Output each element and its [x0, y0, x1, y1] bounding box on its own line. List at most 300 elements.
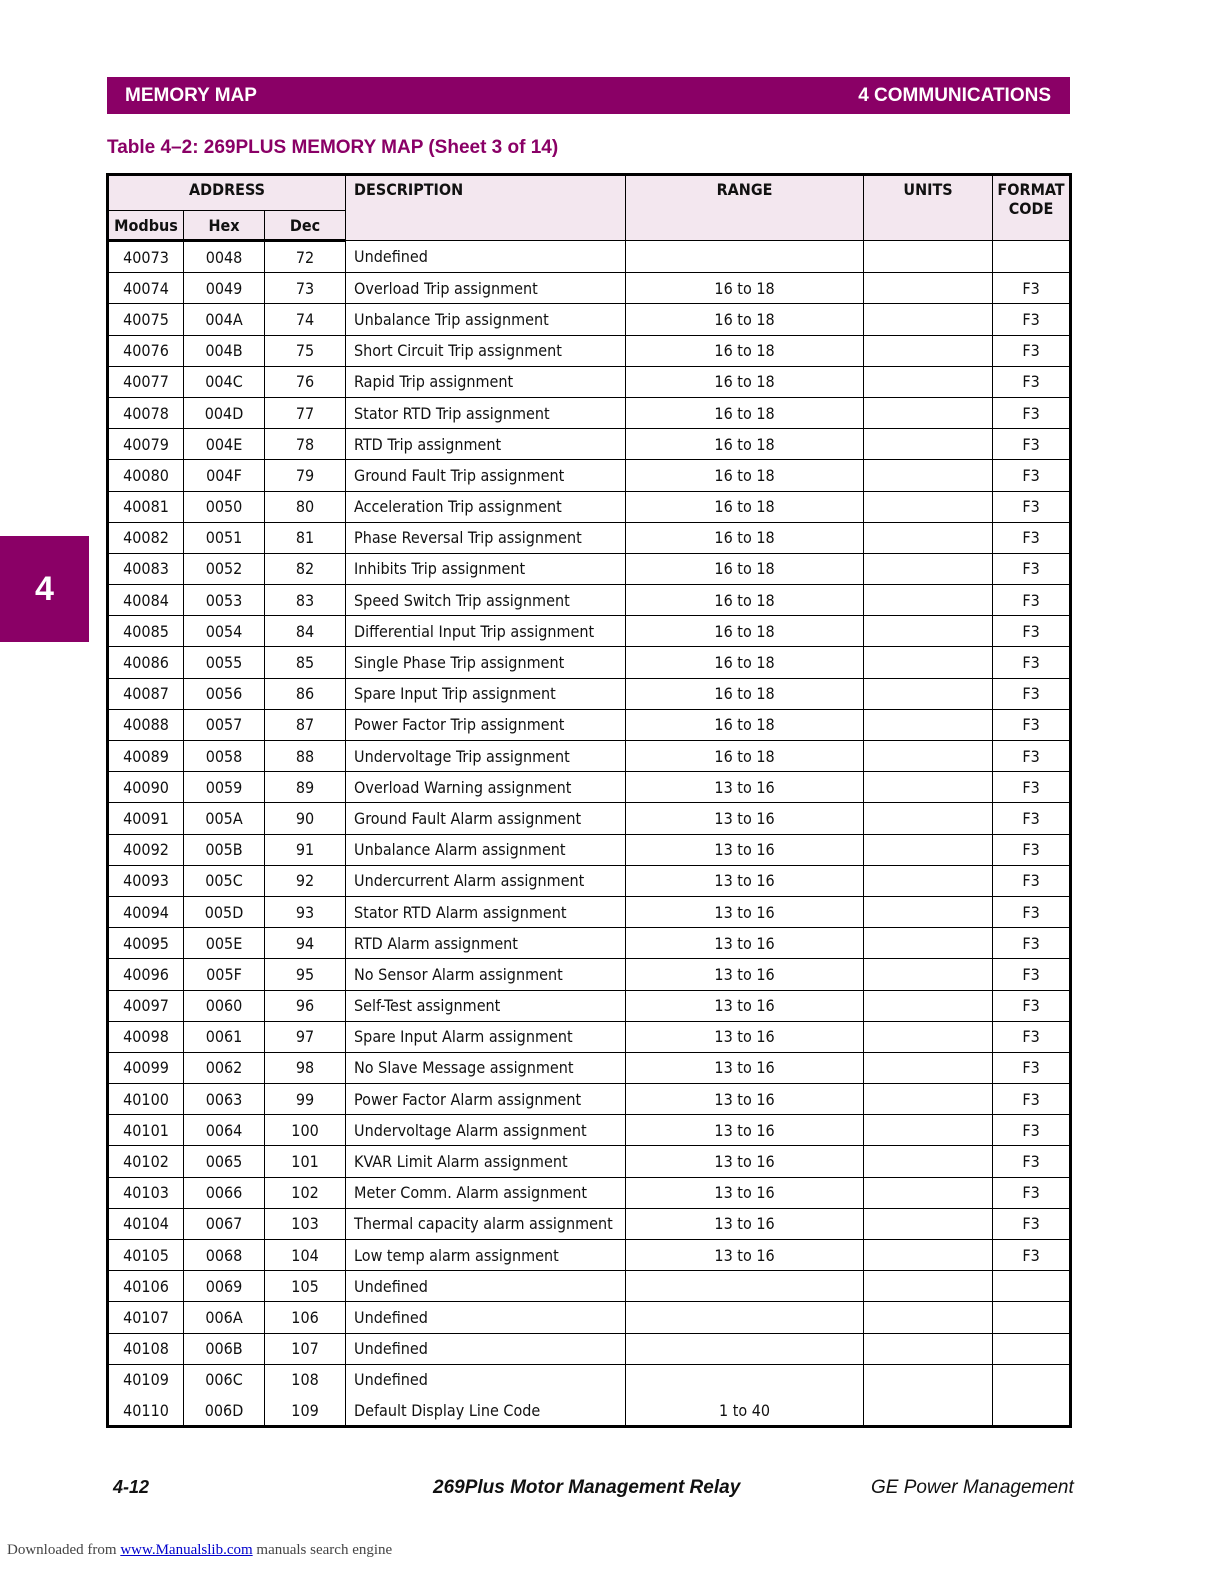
cell-units	[864, 1271, 993, 1302]
cell-modbus: 40086	[108, 647, 184, 678]
cell-dec: 91	[265, 834, 346, 865]
cell-description: No Sensor Alarm assignment	[346, 959, 626, 990]
cell-range: 16 to 18	[626, 616, 864, 647]
cell-range: 13 to 16	[626, 1146, 864, 1177]
cell-description: Undervoltage Trip assignment	[346, 741, 626, 772]
cell-format-code: F3	[993, 335, 1071, 366]
cell-dec: 77	[265, 397, 346, 428]
table-row	[108, 865, 1071, 896]
cell-description: Stator RTD Trip assignment	[346, 397, 626, 428]
cell-dec: 96	[265, 990, 346, 1021]
cell-format-code: F3	[993, 834, 1071, 865]
cell-dec: 72	[265, 241, 346, 273]
cell-modbus: 40074	[108, 273, 184, 304]
cell-format-code: F3	[993, 1208, 1071, 1239]
header-range: RANGE	[626, 175, 864, 241]
cell-units	[864, 1146, 993, 1177]
cell-format-code: F3	[993, 990, 1071, 1021]
cell-modbus: 40104	[108, 1208, 184, 1239]
cell-modbus: 40101	[108, 1115, 184, 1146]
table-row	[108, 1177, 1071, 1208]
cell-format-code: F3	[993, 896, 1071, 927]
cell-units	[864, 865, 993, 896]
footer-page-number: 4-12	[113, 1477, 150, 1497]
cell-modbus: 40094	[108, 896, 184, 927]
cell-modbus: 40096	[108, 959, 184, 990]
table-row	[108, 585, 1071, 616]
cell-hex: 0048	[184, 241, 265, 273]
cell-format-code: F3	[993, 678, 1071, 709]
cell-units	[864, 491, 993, 522]
cell-description: Spare Input Trip assignment	[346, 678, 626, 709]
cell-format-code: F3	[993, 1115, 1071, 1146]
cell-range: 13 to 16	[626, 1021, 864, 1052]
cell-format-code: F3	[993, 273, 1071, 304]
cell-modbus: 40098	[108, 1021, 184, 1052]
cell-range: 13 to 16	[626, 803, 864, 834]
cell-range	[626, 1364, 864, 1395]
cell-modbus: 40082	[108, 522, 184, 553]
cell-hex: 0058	[184, 741, 265, 772]
cell-modbus: 40092	[108, 834, 184, 865]
cell-units	[864, 803, 993, 834]
cell-dec: 109	[265, 1395, 346, 1427]
cell-dec: 93	[265, 896, 346, 927]
cell-format-code	[993, 1395, 1071, 1427]
table-row	[108, 1084, 1071, 1115]
cell-format-code	[993, 1364, 1071, 1395]
cell-hex: 0060	[184, 990, 265, 1021]
table-row	[108, 709, 1071, 740]
cell-units	[864, 397, 993, 428]
cell-description: Self-Test assignment	[346, 990, 626, 1021]
memory-map-rows	[108, 241, 1071, 1427]
header-section-title: MEMORY MAP	[125, 85, 257, 106]
header-format-code	[993, 175, 1071, 241]
cell-dec: 88	[265, 741, 346, 772]
cell-description: Speed Switch Trip assignment	[346, 585, 626, 616]
header-dec: Dec	[265, 211, 346, 241]
cell-description: Overload Warning assignment	[346, 772, 626, 803]
cell-dec: 99	[265, 1084, 346, 1115]
cell-range	[626, 1271, 864, 1302]
cell-hex: 006D	[184, 1395, 265, 1427]
cell-dec: 101	[265, 1146, 346, 1177]
table-row	[108, 273, 1071, 304]
cell-format-code: F3	[993, 429, 1071, 460]
cell-dec: 102	[265, 1177, 346, 1208]
cell-description: Power Factor Alarm assignment	[346, 1084, 626, 1115]
cell-range: 16 to 18	[626, 429, 864, 460]
table-row	[108, 429, 1071, 460]
table-row	[108, 522, 1071, 553]
cell-range: 13 to 16	[626, 1208, 864, 1239]
header-format-line2: CODE	[1008, 199, 1054, 218]
cell-modbus: 40110	[108, 1395, 184, 1427]
cell-dec: 105	[265, 1271, 346, 1302]
cell-modbus: 40087	[108, 678, 184, 709]
table-row	[108, 834, 1071, 865]
cell-units	[864, 553, 993, 584]
cell-hex: 0067	[184, 1208, 265, 1239]
cell-range: 13 to 16	[626, 1115, 864, 1146]
chapter-side-tab: 4	[0, 536, 89, 642]
footer-company: GE Power Management	[871, 1477, 1074, 1498]
cell-hex: 0062	[184, 1052, 265, 1083]
cell-modbus: 40081	[108, 491, 184, 522]
cell-units	[864, 678, 993, 709]
cell-units	[864, 241, 993, 273]
cell-description: Power Factor Trip assignment	[346, 709, 626, 740]
cell-range: 1 to 40	[626, 1395, 864, 1427]
cell-format-code: F3	[993, 616, 1071, 647]
header-modbus: Modbus	[108, 211, 184, 241]
cell-modbus: 40080	[108, 460, 184, 491]
cell-description: Ground Fault Alarm assignment	[346, 803, 626, 834]
table-row	[108, 803, 1071, 834]
table-row	[108, 1021, 1071, 1052]
header-format-line1: FORMAT	[997, 180, 1065, 199]
cell-format-code: F3	[993, 585, 1071, 616]
cell-dec: 75	[265, 335, 346, 366]
cell-units	[864, 834, 993, 865]
table-row	[108, 616, 1071, 647]
cell-description: No Slave Message assignment	[346, 1052, 626, 1083]
header-address: ADDRESS	[108, 175, 346, 211]
cell-hex: 004E	[184, 429, 265, 460]
cell-modbus: 40075	[108, 304, 184, 335]
cell-dec: 100	[265, 1115, 346, 1146]
header-units: UNITS	[864, 175, 993, 241]
cell-description: Undefined	[346, 1333, 626, 1364]
cell-description: Spare Input Alarm assignment	[346, 1021, 626, 1052]
cell-hex: 0064	[184, 1115, 265, 1146]
cell-units	[864, 1302, 993, 1333]
cell-units	[864, 1084, 993, 1115]
cell-dec: 103	[265, 1208, 346, 1239]
section-header-bar	[107, 77, 1070, 114]
cell-units	[864, 1021, 993, 1052]
cell-modbus: 40090	[108, 772, 184, 803]
cell-units	[864, 460, 993, 491]
cell-description: Undercurrent Alarm assignment	[346, 865, 626, 896]
cell-modbus: 40102	[108, 1146, 184, 1177]
cell-format-code: F3	[993, 959, 1071, 990]
cell-hex: 005C	[184, 865, 265, 896]
cell-modbus: 40099	[108, 1052, 184, 1083]
cell-units	[864, 928, 993, 959]
cell-modbus: 40103	[108, 1177, 184, 1208]
cell-modbus: 40079	[108, 429, 184, 460]
cell-description: Undervoltage Alarm assignment	[346, 1115, 626, 1146]
cell-dec: 106	[265, 1302, 346, 1333]
cell-range: 13 to 16	[626, 959, 864, 990]
cell-modbus: 40095	[108, 928, 184, 959]
cell-dec: 104	[265, 1240, 346, 1271]
footer-document-title: 269Plus Motor Management Relay	[433, 1477, 741, 1498]
cell-dec: 74	[265, 304, 346, 335]
cell-hex: 004B	[184, 335, 265, 366]
cell-units	[864, 1052, 993, 1083]
cell-range	[626, 1333, 864, 1364]
cell-units	[864, 709, 993, 740]
cell-hex: 004C	[184, 366, 265, 397]
cell-format-code: F3	[993, 709, 1071, 740]
cell-hex: 0050	[184, 491, 265, 522]
cell-format-code: F3	[993, 1052, 1071, 1083]
cell-modbus: 40091	[108, 803, 184, 834]
cell-hex: 0059	[184, 772, 265, 803]
header-description: DESCRIPTION	[346, 175, 626, 241]
cell-units	[864, 772, 993, 803]
cell-hex: 0066	[184, 1177, 265, 1208]
cell-modbus: 40105	[108, 1240, 184, 1271]
cell-units	[864, 335, 993, 366]
cell-dec: 78	[265, 429, 346, 460]
table-row	[108, 678, 1071, 709]
cell-modbus: 40073	[108, 241, 184, 273]
table-row	[108, 304, 1071, 335]
cell-range: 16 to 18	[626, 741, 864, 772]
table-row	[108, 741, 1071, 772]
cell-range: 16 to 18	[626, 273, 864, 304]
cell-range: 16 to 18	[626, 460, 864, 491]
cell-units	[864, 1177, 993, 1208]
table-row	[108, 928, 1071, 959]
cell-units	[864, 273, 993, 304]
cell-range: 16 to 18	[626, 678, 864, 709]
cell-dec: 76	[265, 366, 346, 397]
cell-format-code: F3	[993, 772, 1071, 803]
cell-dec: 73	[265, 273, 346, 304]
memory-map-table	[106, 173, 1072, 1428]
cell-range: 13 to 16	[626, 772, 864, 803]
download-prefix: Downloaded from	[7, 1542, 117, 1558]
cell-hex: 0069	[184, 1271, 265, 1302]
table-row	[108, 1115, 1071, 1146]
cell-hex: 004F	[184, 460, 265, 491]
cell-hex: 0057	[184, 709, 265, 740]
cell-dec: 108	[265, 1364, 346, 1395]
cell-hex: 004D	[184, 397, 265, 428]
cell-range: 13 to 16	[626, 865, 864, 896]
cell-range: 16 to 18	[626, 491, 864, 522]
cell-description: Undefined	[346, 1364, 626, 1395]
cell-format-code: F3	[993, 397, 1071, 428]
cell-range: 13 to 16	[626, 928, 864, 959]
cell-dec: 84	[265, 616, 346, 647]
cell-range: 13 to 16	[626, 990, 864, 1021]
cell-format-code	[993, 1271, 1071, 1302]
table-row	[108, 990, 1071, 1021]
table-row	[108, 460, 1071, 491]
cell-range: 16 to 18	[626, 335, 864, 366]
cell-format-code: F3	[993, 491, 1071, 522]
cell-description: Undefined	[346, 241, 626, 273]
cell-description: RTD Trip assignment	[346, 429, 626, 460]
cell-description: Short Circuit Trip assignment	[346, 335, 626, 366]
cell-description: RTD Alarm assignment	[346, 928, 626, 959]
cell-format-code: F3	[993, 522, 1071, 553]
cell-hex: 0065	[184, 1146, 265, 1177]
header-chapter-title: 4 COMMUNICATIONS	[858, 85, 1051, 106]
cell-format-code: F3	[993, 647, 1071, 678]
table-row	[108, 1240, 1071, 1271]
manualslib-link[interactable]: www.Manualslib.com	[120, 1542, 253, 1558]
cell-description: Acceleration Trip assignment	[346, 491, 626, 522]
cell-hex: 0063	[184, 1084, 265, 1115]
cell-units	[864, 366, 993, 397]
cell-hex: 005E	[184, 928, 265, 959]
table-row	[108, 1052, 1071, 1083]
cell-hex: 0068	[184, 1240, 265, 1271]
cell-dec: 87	[265, 709, 346, 740]
cell-range: 13 to 16	[626, 834, 864, 865]
cell-description: Stator RTD Alarm assignment	[346, 896, 626, 927]
cell-hex: 0049	[184, 273, 265, 304]
cell-description: Low temp alarm assignment	[346, 1240, 626, 1271]
cell-format-code: F3	[993, 366, 1071, 397]
cell-modbus: 40077	[108, 366, 184, 397]
cell-format-code	[993, 241, 1071, 273]
cell-hex: 0052	[184, 553, 265, 584]
cell-dec: 89	[265, 772, 346, 803]
cell-hex: 005B	[184, 834, 265, 865]
cell-modbus: 40097	[108, 990, 184, 1021]
table-row	[108, 491, 1071, 522]
table-row	[108, 1333, 1071, 1364]
cell-hex: 0051	[184, 522, 265, 553]
cell-dec: 94	[265, 928, 346, 959]
cell-hex: 006C	[184, 1364, 265, 1395]
cell-format-code: F3	[993, 553, 1071, 584]
cell-format-code: F3	[993, 1084, 1071, 1115]
cell-modbus: 40084	[108, 585, 184, 616]
cell-units	[864, 1395, 993, 1427]
cell-modbus: 40108	[108, 1333, 184, 1364]
cell-hex: 0056	[184, 678, 265, 709]
cell-range: 16 to 18	[626, 522, 864, 553]
cell-range: 16 to 18	[626, 397, 864, 428]
table-row	[108, 1271, 1071, 1302]
table-row	[108, 335, 1071, 366]
cell-hex: 005D	[184, 896, 265, 927]
cell-modbus: 40100	[108, 1084, 184, 1115]
cell-range: 16 to 18	[626, 553, 864, 584]
cell-description: Inhibits Trip assignment	[346, 553, 626, 584]
cell-hex: 0054	[184, 616, 265, 647]
cell-modbus: 40093	[108, 865, 184, 896]
cell-format-code: F3	[993, 1240, 1071, 1271]
cell-format-code: F3	[993, 1177, 1071, 1208]
cell-dec: 79	[265, 460, 346, 491]
cell-units	[864, 959, 993, 990]
cell-range: 16 to 18	[626, 709, 864, 740]
cell-units	[864, 522, 993, 553]
cell-description: Meter Comm. Alarm assignment	[346, 1177, 626, 1208]
cell-range: 16 to 18	[626, 647, 864, 678]
cell-dec: 81	[265, 522, 346, 553]
cell-modbus: 40088	[108, 709, 184, 740]
cell-description: Differential Input Trip assignment	[346, 616, 626, 647]
table-row	[108, 1208, 1071, 1239]
cell-range: 13 to 16	[626, 896, 864, 927]
cell-hex: 006A	[184, 1302, 265, 1333]
cell-modbus: 40107	[108, 1302, 184, 1333]
cell-modbus: 40083	[108, 553, 184, 584]
cell-range: 13 to 16	[626, 1052, 864, 1083]
cell-range: 13 to 16	[626, 1084, 864, 1115]
cell-range	[626, 241, 864, 273]
table-row	[108, 896, 1071, 927]
cell-dec: 80	[265, 491, 346, 522]
cell-dec: 92	[265, 865, 346, 896]
cell-dec: 107	[265, 1333, 346, 1364]
cell-description: Rapid Trip assignment	[346, 366, 626, 397]
cell-dec: 98	[265, 1052, 346, 1083]
table-row	[108, 1302, 1071, 1333]
cell-hex: 005F	[184, 959, 265, 990]
cell-units	[864, 1240, 993, 1271]
cell-description: Unbalance Trip assignment	[346, 304, 626, 335]
cell-description: Default Display Line Code	[346, 1395, 626, 1427]
cell-units	[864, 741, 993, 772]
cell-modbus: 40076	[108, 335, 184, 366]
cell-units	[864, 1208, 993, 1239]
cell-range: 16 to 18	[626, 585, 864, 616]
table-row	[108, 553, 1071, 584]
cell-hex: 0061	[184, 1021, 265, 1052]
cell-hex: 0055	[184, 647, 265, 678]
cell-units	[864, 896, 993, 927]
cell-dec: 82	[265, 553, 346, 584]
cell-description: Undefined	[346, 1271, 626, 1302]
cell-description: Thermal capacity alarm assignment	[346, 1208, 626, 1239]
cell-modbus: 40106	[108, 1271, 184, 1302]
table-row	[108, 366, 1071, 397]
cell-format-code: F3	[993, 803, 1071, 834]
cell-units	[864, 647, 993, 678]
cell-description: Unbalance Alarm assignment	[346, 834, 626, 865]
cell-description: KVAR Limit Alarm assignment	[346, 1146, 626, 1177]
download-suffix: manuals search engine	[256, 1542, 393, 1558]
cell-format-code: F3	[993, 865, 1071, 896]
cell-description: Ground Fault Trip assignment	[346, 460, 626, 491]
cell-units	[864, 1333, 993, 1364]
cell-format-code: F3	[993, 460, 1071, 491]
cell-hex: 0053	[184, 585, 265, 616]
cell-description: Undefined	[346, 1302, 626, 1333]
cell-range: 16 to 18	[626, 366, 864, 397]
cell-format-code	[993, 1333, 1071, 1364]
cell-units	[864, 616, 993, 647]
cell-hex: 006B	[184, 1333, 265, 1364]
cell-format-code: F3	[993, 928, 1071, 959]
cell-units	[864, 990, 993, 1021]
cell-hex: 004A	[184, 304, 265, 335]
cell-modbus: 40085	[108, 616, 184, 647]
cell-range: 16 to 18	[626, 304, 864, 335]
cell-description: Single Phase Trip assignment	[346, 647, 626, 678]
cell-dec: 90	[265, 803, 346, 834]
cell-range: 13 to 16	[626, 1177, 864, 1208]
cell-units	[864, 1364, 993, 1395]
cell-units	[864, 1115, 993, 1146]
table-row	[108, 241, 1071, 273]
cell-range: 13 to 16	[626, 1240, 864, 1271]
cell-format-code	[993, 1302, 1071, 1333]
cell-description: Overload Trip assignment	[346, 273, 626, 304]
